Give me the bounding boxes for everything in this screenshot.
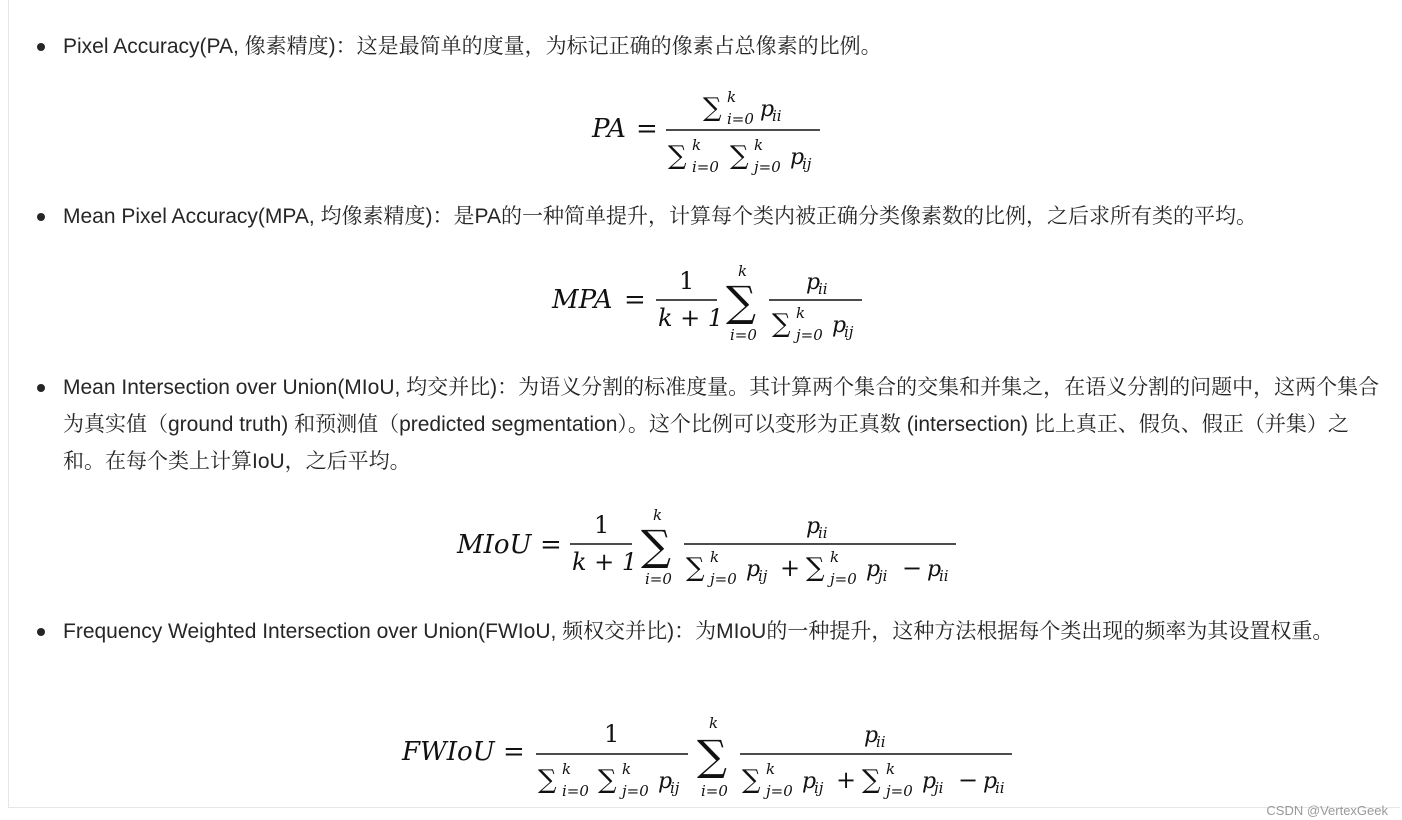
svg-text:∑: ∑: [730, 141, 749, 171]
svg-text:1: 1: [604, 720, 620, 748]
svg-text:ii: ii: [939, 567, 949, 585]
svg-text:i=0: i=0: [692, 158, 719, 176]
svg-text:k: k: [692, 136, 702, 154]
svg-text:p: p: [790, 145, 805, 170]
svg-text:ii: ii: [772, 107, 782, 125]
svg-text:∑: ∑: [703, 93, 722, 123]
svg-text:p: p: [760, 97, 775, 122]
svg-text:p: p: [832, 313, 847, 338]
svg-text:ii: ii: [876, 733, 886, 751]
svg-text:=: =: [540, 530, 562, 560]
svg-text:p: p: [922, 769, 937, 794]
svg-text:ii: ii: [995, 779, 1005, 797]
svg-text:j=0: j=0: [886, 782, 913, 800]
svg-text:ij: ij: [758, 567, 768, 585]
formula-miou: [0, 500, 1402, 610]
svg-text:k: k: [622, 760, 632, 778]
svg-text:k: k: [754, 136, 764, 154]
svg-text:i=0: i=0: [730, 326, 757, 344]
svg-text:k: k: [830, 548, 840, 566]
definition-mpa: Mean Pixel Accuracy(MPA, 均像素精度)：是PA的一种简单提升，计算每个类内被正确分类像素数的比例，之后求所有类的平均。: [63, 205, 1257, 228]
svg-text:p: p: [864, 723, 879, 748]
svg-text:ji: ji: [878, 567, 888, 585]
bullet: [37, 43, 45, 51]
svg-text:j=0: j=0: [766, 782, 793, 800]
svg-text:k: k: [766, 760, 776, 778]
svg-text:ii: ii: [818, 280, 828, 298]
svg-text:i=0: i=0: [701, 782, 728, 800]
svg-text:MPA: MPA: [552, 285, 613, 315]
svg-text:j=0: j=0: [830, 570, 857, 588]
svg-text:∑: ∑: [686, 553, 705, 583]
bullet: [37, 628, 45, 636]
formula-fwiou: [0, 708, 1402, 818]
svg-text:ij: ij: [844, 323, 854, 341]
svg-text:+: +: [836, 766, 857, 794]
svg-text:k: k: [562, 760, 572, 778]
svg-text:=: =: [636, 114, 658, 144]
svg-text:∑: ∑: [697, 731, 727, 780]
svg-text:=: =: [624, 285, 646, 315]
svg-text:p: p: [983, 769, 998, 794]
svg-text:−: −: [958, 766, 979, 794]
svg-text:FWIoU: FWIoU: [402, 737, 495, 767]
svg-text:p: p: [806, 514, 821, 539]
svg-text:ji: ji: [934, 779, 944, 797]
svg-text:p: p: [806, 270, 821, 295]
svg-text:i=0: i=0: [645, 570, 672, 588]
svg-text:p: p: [866, 557, 881, 582]
svg-text:∑: ∑: [806, 553, 825, 583]
svg-text:p: p: [802, 769, 817, 794]
svg-text:∑: ∑: [862, 765, 881, 795]
svg-text:k: k: [796, 304, 806, 322]
svg-text:1: 1: [594, 511, 610, 539]
formula-pa: [0, 84, 1402, 194]
svg-text:p: p: [746, 557, 761, 582]
svg-text:k: k: [710, 548, 720, 566]
svg-text:∑: ∑: [668, 141, 687, 171]
svg-text:∑: ∑: [726, 277, 756, 326]
svg-text:j=0: j=0: [622, 782, 649, 800]
bullet: [37, 384, 45, 392]
svg-text:ii: ii: [818, 524, 828, 542]
svg-text:ij: ij: [670, 779, 680, 797]
definition-miou: Mean Intersection over Union(MIoU, 均交并比)：为语义分割的标准度量。其计算两个集合的交集和并集之，在语义分割的问题中，这两个集合为真实值（ground truth) 和预测值（predicted segmentation）。这个比例可以变形为正真数 (intersection) 比上真正、假负、假正（并集）之和。在每个类上计算IoU，之后平均。: [63, 376, 1380, 473]
definition-pa: Pixel Accuracy(PA, 像素精度)：这是最简单的度量，为标记正确的像素占总像素的比例。: [63, 35, 882, 58]
svg-text:p: p: [927, 557, 942, 582]
svg-text:j=0: j=0: [796, 326, 823, 344]
svg-text:∑: ∑: [598, 765, 617, 795]
svg-text:=: =: [503, 737, 525, 767]
svg-text:k + 1: k + 1: [572, 548, 638, 576]
svg-text:p: p: [658, 769, 673, 794]
svg-text:i=0: i=0: [727, 110, 754, 128]
svg-text:+: +: [780, 554, 801, 582]
svg-text:ij: ij: [814, 779, 824, 797]
svg-text:i=0: i=0: [562, 782, 589, 800]
svg-text:−: −: [902, 554, 923, 582]
formula-mpa: [0, 256, 1402, 366]
svg-text:ij: ij: [802, 155, 812, 173]
definition-fwiou: Frequency Weighted Intersection over Union(FWIoU, 频权交并比)：为MIoU的一种提升，这种方法根据每个类出现的频率为其设置权重。: [63, 620, 1334, 643]
svg-text:MIoU: MIoU: [457, 530, 532, 560]
svg-text:∑: ∑: [772, 309, 791, 339]
svg-text:k: k: [709, 714, 719, 732]
svg-text:j=0: j=0: [710, 570, 737, 588]
svg-text:k: k: [727, 88, 737, 106]
svg-text:1: 1: [679, 267, 695, 295]
svg-text:∑: ∑: [538, 765, 557, 795]
formula-lhs: PA: [592, 114, 626, 144]
svg-text:∑: ∑: [641, 521, 671, 570]
svg-text:k: k: [653, 506, 663, 524]
watermark: CSDN @VertexGeek: [1266, 803, 1388, 818]
svg-text:j=0: j=0: [754, 158, 781, 176]
svg-text:k: k: [738, 262, 748, 280]
svg-text:k: k: [886, 760, 896, 778]
svg-text:∑: ∑: [742, 765, 761, 795]
svg-text:k + 1: k + 1: [658, 304, 724, 332]
bullet: [37, 213, 45, 221]
